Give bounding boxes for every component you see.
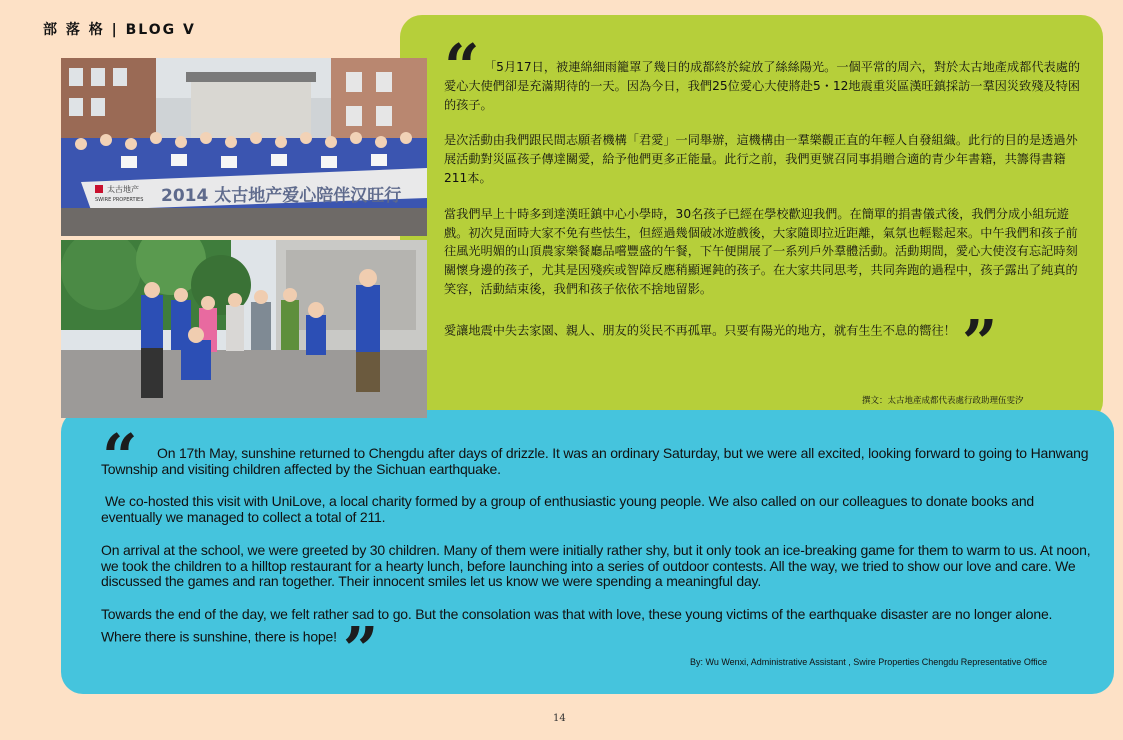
english-paragraph-4-text: Towards the end of the day, we felt rather sad to go. But the consolation was that with love, these young victims of the earthquake disaster are no longer alone. Where there is sunshine, there is hope! bbox=[101, 605, 1053, 645]
chinese-paragraph-3: 當我們早上十時多到達漢旺鎮中心小學時，30名孩子已經在學校歡迎我們。在簡單的捐書儀式後，我們分成小組玩遊戲。初次見面時大家不免有些怯生，但經過幾個破冰遊戲後，大家隨即拉近距離，氣氛也輕鬆起來。中午我們和孩子前往風光明媚的山頂農家樂餐廳品嚐豐盛的午餐，下午便開展了一系列戶外羣體活動。活動期間，愛心大使沒有忘記時刻關懷身邊的孩子，尤其是因殘疾或智障反應稍顯遲鈍的孩子。在大家共同思考，共同奔跑的過程中，孩子露出了純真的笑容，活動結束後，我們和孩子依依不捨地留影。 bbox=[444, 206, 1078, 296]
group-photo-banner-image bbox=[61, 58, 427, 236]
blog-header-title: 部 落 格 | BLOG V bbox=[43, 22, 196, 38]
chinese-paragraph-2: 是次活動由我們跟民間志願者機構「君愛」一同舉辦，這機構由一羣樂觀正直的年輕人自發組織。此行的目的是透過外展活動對災區孩子傳達關愛，給予他們更多正能量。此行之前，我們更號召同事捐贈合適的青少年書籍，共籌得書籍211本。 bbox=[444, 133, 1078, 185]
chinese-article-body bbox=[444, 58, 1084, 379]
chinese-paragraph-4 bbox=[444, 305, 1084, 379]
page-number: 14 bbox=[553, 713, 566, 724]
quote-close-icon: ” bbox=[961, 305, 998, 379]
english-paragraph-1: On 17th May, sunshine returned to Chengdu after days of drizzle. It was an ordinary Saturday, but we were all excited, looking forward to going to Hanwang Township and visiting children affected by the Sichuan earthquake. bbox=[101, 445, 1089, 477]
english-paragraph-3: On arrival at the school, we were greeted by 30 children. Many of them were initially rather shy, but it only took an ice-breaking game for them to warm to us. At noon, we took the children to a hilltop restaurant for a hearty lunch, before launching into a series of outdoor contests. All the way, we tried to show our love and care. We discussed the games and ran together. Their innocent smiles let us know we were spending a meaningful day. bbox=[101, 541, 1091, 590]
english-article-body bbox=[101, 445, 1094, 686]
quote-open-icon: “ bbox=[444, 36, 480, 76]
quote-close-icon: ” bbox=[342, 612, 379, 686]
outdoor-group-photo bbox=[61, 240, 427, 418]
banner-text: 2014 太古地产爱心陪伴汉旺行 bbox=[161, 186, 402, 206]
english-byline: By: Wu Wenxi, Administrative Assistant , Swire Properties Chengdu Representative Office bbox=[690, 657, 1048, 667]
quote-open-icon: “ bbox=[102, 426, 138, 466]
chinese-paragraph-4-text: 愛讓地震中失去家園、親人、朋友的災民不再孤單。只要有陽光的地方，就有生生不息的嚮往！ bbox=[444, 323, 956, 338]
chinese-paragraph-1: 「5月17日，被連綿細雨籠罩了幾日的成都終於綻放了絲絲陽光。一個平常的周六，對於太古地產成都代表處的愛心大使們卻是充滿期待的一天。因為今日，我們25位愛心大使將赴5・12地震重災區漢旺鎮採訪一羣因災致殘及特困的孩子。 bbox=[444, 60, 1081, 112]
english-paragraph-2: We co-hosted this visit with UniLove, a local charity formed by a group of enthusiastic young people. We also called on our colleagues to donate books and eventually we managed to collect a total of 211. bbox=[101, 493, 1035, 526]
group-photo-banner bbox=[61, 58, 427, 236]
chinese-byline: 撰文：太古地產成都代表處行政助理伍雯汐 bbox=[862, 396, 1024, 406]
banner-logo-sub: SWIRE PROPERTIES bbox=[95, 197, 144, 203]
outdoor-group-photo-image bbox=[61, 240, 427, 418]
banner-logo-text: 太古地产 bbox=[107, 185, 139, 194]
